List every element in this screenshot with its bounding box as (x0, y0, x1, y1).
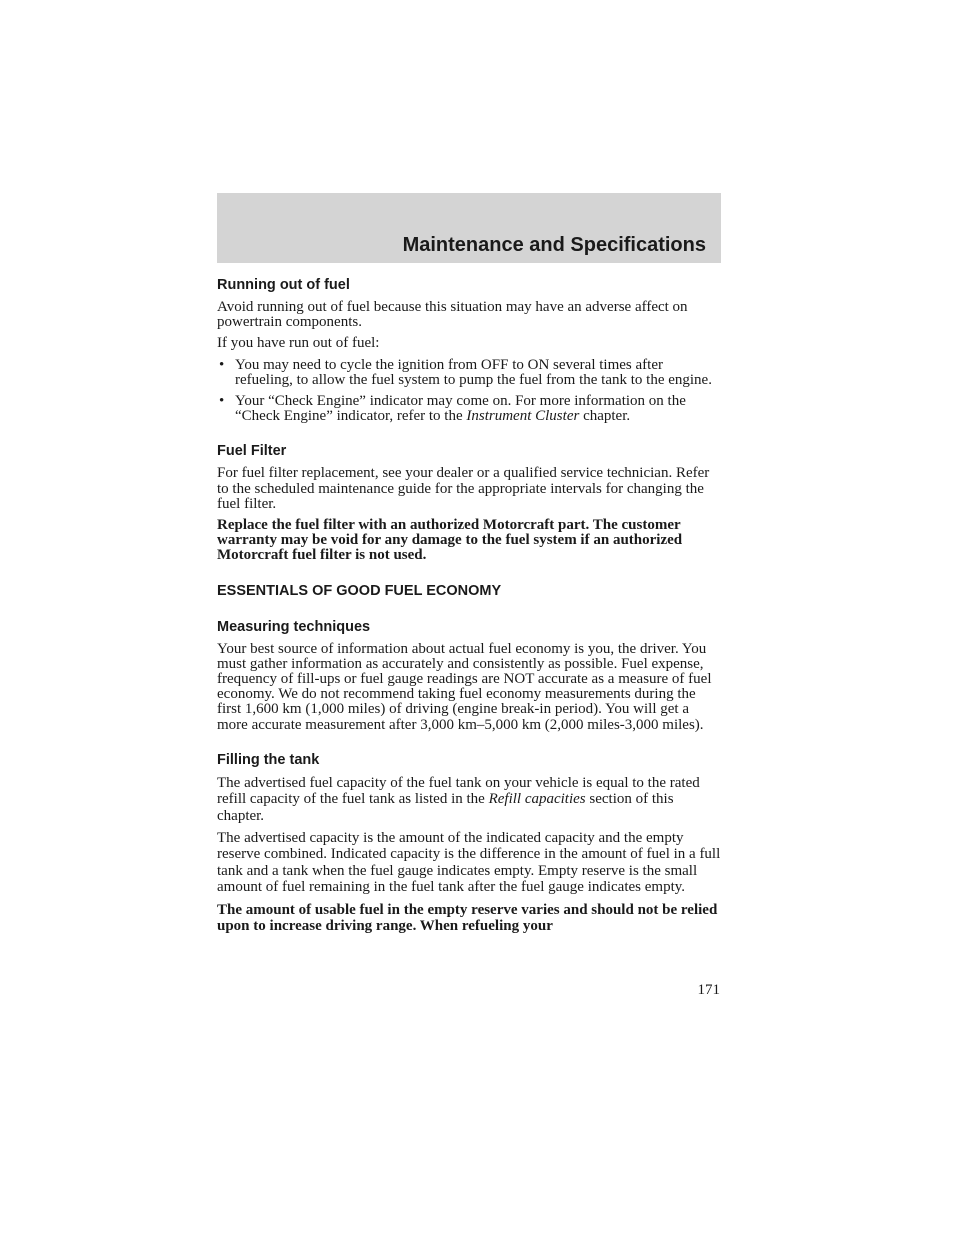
paragraph-advertised-capacity-tail: section of this chapter. (217, 791, 674, 824)
page-content (217, 276, 722, 941)
paragraph-empty-reserve: The advertised capacity is the amount of the indicated capacity and the empty reserve combined. Indicated capacity is the difference in the amount of fuel in a full tank and a tank when the fuel gauge indicates empty. Empty reserve is the small amount of fuel remaining in the fuel tank after the fuel gauge indicates empty. (217, 830, 721, 896)
instrument-cluster-reference: Instrument Cluster (466, 408, 580, 425)
warning-empty-reserve: The amount of usable fuel in the empty reserve varies and should not be relied upon to increase driving range. When refueling your (217, 901, 718, 935)
bullet-check-engine-tail: chapter. (579, 408, 631, 425)
section-fuel-filter (217, 442, 722, 563)
warning-fuel-filter: Replace the fuel filter with an authorized Motorcraft part. The customer warranty may be void for any damage to the fuel system if an authorized Motorcraft fuel filter is not used. (217, 517, 683, 564)
bullet-cycle-ignition: • You may need to cycle the ignition from OFF to ON several times after refueling, to allow the fuel system to pump the fuel from the tank to the engine. (217, 358, 722, 388)
paragraph-measuring: Your best source of information about actual fuel economy is you, the driver. You must gather information as accurately and consistently as possible. Fuel expense, frequency of fill-ups or fuel gauge readings are NOT accurate as a measure of fuel economy. We do not recommend taking fuel economy measurements during the first 1,600 km (1,000 miles) of driving (engine break-in period). You will get a more accurate measurement after 3,000 km–5,000 km (2,000 miles-3,000 miles). (217, 640, 712, 733)
bullet-check-engine-text: Your “Check Engine” indicator may come on. For more information on the “Check Engine” indicator, refer to the (235, 393, 686, 425)
paragraph-fuel-filter: For fuel filter replacement, see your dealer or a qualified service technician. Refer to the scheduled maintenance guide for the appropriate intervals for changing the fuel filter. (217, 465, 710, 512)
heading-fuel-filter: Fuel Filter (217, 443, 287, 460)
bullet-check-engine (217, 394, 722, 424)
section-gap (217, 606, 722, 618)
paragraph-advertised-capacity (217, 775, 722, 824)
section-gap (217, 739, 722, 751)
refill-capacities-reference: Refill capacities (488, 791, 586, 808)
section-filling-the-tank (217, 751, 722, 935)
heading-running-out-of-fuel: Running out of fuel (217, 277, 350, 293)
paragraph-running-out-intro: Avoid running out of fuel because this situation may have an adverse affect on powertrain components. (217, 299, 688, 331)
chapter-title: Maintenance and Specifications (402, 234, 706, 256)
chapter-header-band (217, 193, 721, 263)
heading-measuring-techniques: Measuring techniques (217, 618, 371, 635)
section-gap (217, 570, 722, 582)
paragraph-advertised-capacity-text: The advertised fuel capacity of the fuel tank on your vehicle is equal to the rated refill capacity of the fuel tank as listed in the (217, 774, 700, 808)
page-number: 171 (697, 982, 720, 998)
heading-filling-the-tank: Filling the tank (217, 751, 320, 768)
heading-fuel-economy: ESSENTIALS OF GOOD FUEL ECONOMY (217, 582, 502, 599)
paragraph-running-out-lead: If you have run out of fuel: (217, 335, 380, 352)
running-out-bullet-list (217, 358, 722, 425)
section-gap (217, 430, 722, 442)
section-fuel-economy (217, 582, 722, 733)
section-running-out-of-fuel (217, 276, 722, 424)
